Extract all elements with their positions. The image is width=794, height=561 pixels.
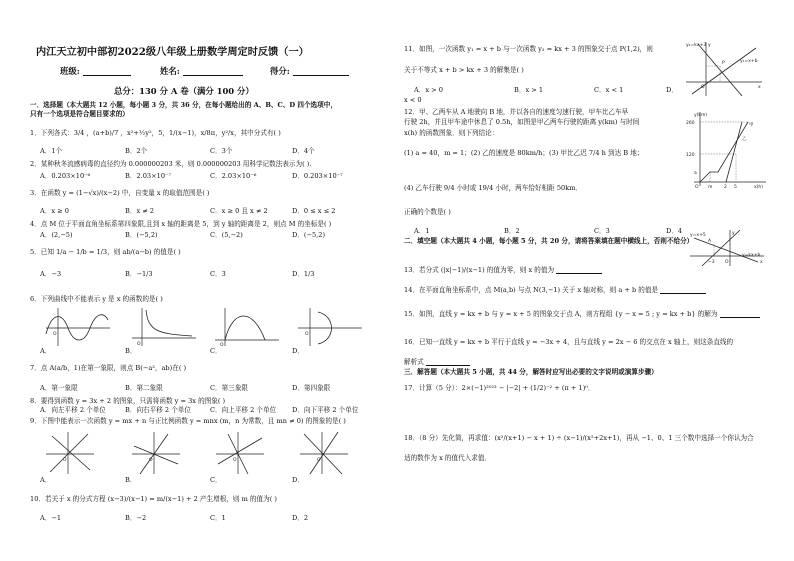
q9-graph-c [214,430,266,476]
q17: 17．计算（5 分）：2×(−1)²⁰²³ − |−2| + (1/2)⁻² + (π + 1)⁰． [404,384,595,392]
exam-title: 内江天立初中部初2022级八年级上册数学周定时反馈（一） [36,46,309,58]
q11-label-o: O [701,85,705,90]
q15-label-neg3: −3 [708,260,715,265]
svg-text:O: O [305,332,309,337]
q11-label-p: P [722,61,725,66]
q4-option-b: B．(−5,2) [125,231,158,239]
q9-option-b: B． [125,476,137,484]
q9-graph-d [298,430,350,476]
q15-label-a: A [708,239,712,244]
q11-label-y1: y₁=x+b [740,59,758,64]
q16: 16．已知一直线 y = kx + b 平行于直线 y = −3x + 4，且与直线 y = 2x − 6 的交点在 x 轴上，则这条直线的 [404,338,734,346]
q7-stem: 7．点 A(a/b，1)在第一象限，则点 B(−a²，ab)在( ) [30,364,187,372]
svg-text:O: O [137,342,141,347]
q8-option-a: A．向左平移 2 个单位 [40,406,106,414]
q7-option-b: B．第二象限 [125,384,163,392]
q12-label-2: 2 [724,185,727,190]
q1-option-b: B．2个 [125,147,148,155]
q12-figure [686,110,768,190]
q10-option-b: B．−2 [125,514,147,522]
left-column [30,0,392,561]
q9-option-c: C． [210,476,222,484]
q9-stem: 9．下图中能表示一次函数 y = mx + n 与正比例函数 y = mnx (m，n 为常数，且 mn ≠ 0) 的图象的是( ) [30,417,346,425]
q14: 14．在平面直角坐标系中，点 M(a,b) 与点 N(3,−1) 关于 x 轴对称，则 a + b 的值是 [404,286,706,294]
q3-option-d: D．0 ≤ x ≤ 2 [292,207,336,215]
q11-option-a: A．x > 0 [414,86,443,94]
q9-option-d: D． [292,476,304,484]
q11-figure [684,40,764,98]
svg-text:O: O [317,458,321,463]
q12-label-o: O [695,185,699,190]
field-class: 班级: [60,66,131,76]
q12-label-yaxis: y(km) [694,113,708,118]
q9-graph-b [130,430,182,476]
q15-label-line2: y=kx+b [742,253,761,258]
q11-option-d: D． [666,86,678,94]
q11-label-x: x [758,85,761,90]
q15: 15．如图，直线 y = kx + b 与 y = x + 5 的图象交于点 A，则方程组 {y − x = 5 ; y = kx + b} 的解为 [404,310,760,318]
q1-option-d: D．4个 [292,147,315,155]
q16-b: 解析式 [404,358,470,366]
q4-option-a: A．(2,−5) [40,231,73,239]
q7-option-a: A．第一象限 [40,384,78,392]
q11-line-1: 11．如图，一次函数 y₁ = x + b 与一次函数 y₂ = kx + 3 的图象交于点 P(1,2)，则 [404,45,653,53]
q7-option-d: D．第四象限 [292,384,331,392]
q2-option-b: B．2.03×10⁻⁷ [125,172,172,180]
q6-graph-c [213,306,281,348]
q5-option-b: B．−1/3 [125,270,153,278]
q12-line-1: 12．甲、乙两车从 A 地驶向 B 地，并以各自的速度匀速行驶，甲车比乙车早 [404,108,629,116]
q12-line-4: (1) a = 40，m = 1；(2) 乙的速度是 80km/h；(3) 甲比乙迟 7/4 h 到达 B 地； [404,149,644,157]
section3-heading: 三．解答题（本大题共 5 小题，共 44 分，解答时应写出必要的文字说明或演算步骤） [404,368,658,376]
q6-graph-b [130,306,198,348]
q12-option-d: D．4 [666,227,683,235]
q1-stem: 1．下列各式：3/4 ，(a+b)/7 ，x²+½y²，5，1/(x−1)，x/8π，y²/x，其中分式有( ) [30,129,281,137]
q11-option-d-value: x < 0 [404,96,422,104]
q6-option-a: A． [40,347,52,355]
q1-option-a: A．1个 [40,147,63,155]
q3-option-b: B．x ≠ 2 [125,207,155,215]
section1-heading: 一．选择题（本大题共 12 小题，每小题 3 分，共 36 分，在每小题给出的 A、B、C、D 四个选项中， [30,101,337,109]
q12-option-a: A．1 [414,227,430,235]
q15-label-line1: y=x+5 [690,233,706,238]
q4-option-c: C．(5,−2) [210,231,243,239]
q3-option-c: C．x ≥ 0 且 x ≠ 2 [210,207,268,215]
q9-graph-a [44,430,96,476]
q12-line-6: 正确的个数是( ) [404,208,451,216]
q12-label-x: x(h) [754,185,764,190]
q6-option-d: D． [292,347,304,355]
q2-option-c: C．2.03×10⁻⁶ [210,172,257,180]
q12-option-c: C．3 [594,227,610,235]
q8-option-d: D．向下平移 2 个单位 [292,406,359,414]
q9-option-a: A． [40,476,52,484]
q13: 13．若分式 (|x|−1)/(x−1) 的值为零，则 x 的值为 [404,266,602,274]
q5-option-c: C．3 [210,270,226,278]
q11-option-b: B．x > 1 [514,86,544,94]
q2-option-a: A．0.203×10⁻⁶ [40,172,91,180]
section2-heading: 二．填空题（本大题共 4 小题，每小题 5 分，共 20 分，请将答案填在题中横线上，否则不给分） [404,237,694,245]
q12-label-a: a [694,171,697,176]
q6-option-c: C． [210,347,222,355]
section1-heading-2: 只有一个选项是符合题目要求的） [30,110,129,118]
q8-stem: 8．要得到函数 y = 3x + 2 的图象，只需将函数 y = 3x 的图象( ) [30,397,226,405]
q12-line-2: 行驶 2h，并且甲车途中休息了 0.5h，如图是甲乙两车行驶的距离 y(km) 与时间 [404,118,640,126]
q12-label-120: 120 [686,153,695,158]
q2-option-d: D．0.203×10⁻⁷ [292,172,343,180]
score-line: 总分：130 分 A 卷（满分 100 分） [114,86,254,96]
q18-b: 适的数作为 x 的值代入求值． [404,454,492,462]
q11-line-2: 关于不等式 x + b > kx + 3 的解集是( ) [404,66,524,74]
q11-label-yaxis: y [708,43,711,48]
q4-stem: 4．点 M 位于平面直角坐标系第四象限,且到 x 轴的距离是 5，到 y 轴的距离是 2，则点 M 的坐标是( ) [30,220,332,228]
svg-text:O: O [53,332,57,337]
q2-stem: 2．某种秋冬流感病毒的直径约为 0.000000203 米，则 0.000000203 用科学记数法表示为( ). [30,160,312,168]
q15-label-o: O [725,260,729,265]
q18: 18．（8 分）先化简，再求值：(x²/(x+1) − x + 1) ÷ (x−1)/(x²+2x+1)，再从 −1、0、1 三个数中选择一个你认为合 [404,434,754,442]
q10-option-d: D．2 [292,514,309,522]
q5-stem: 5．已知 1/a − 1/b = 1/3，则 ab/(a−b) 的值是( ) [30,248,181,256]
q15-label-x: x [760,260,763,265]
q5-option-a: A．−3 [40,270,62,278]
q15-figure [688,228,766,268]
q12-label-260: 260 [686,121,695,126]
q4-option-d: D．(−5,2) [292,231,326,239]
q10-option-c: C．1 [210,514,226,522]
q3-option-a: A．x ≥ 0 [40,207,69,215]
svg-text:O: O [63,458,67,463]
field-score: 得分: [270,66,349,76]
q12-option-b: B．2 [504,227,520,235]
q11-label-y2: y₂=kx+3 [686,43,707,48]
q12-line-3: x(h) 的函数图象．则下列结论： [404,129,499,137]
q6-graph-a [44,306,112,348]
q6-graph-d [296,306,364,348]
q6-stem: 6．下列曲线中不能表示 y 是 x 的函数的是( ) [30,295,163,303]
q12-label-yi: 乙 [742,137,747,142]
q11-option-c: C．x < 1 [594,86,624,94]
q7-option-c: C．第三象限 [210,384,249,392]
svg-text:O: O [149,458,153,463]
right-column [404,0,776,561]
q1-option-c: C．3个 [210,147,233,155]
q8-option-b: B．向右平移 2 个单位 [125,406,191,414]
q10-option-a: A．−1 [40,514,62,522]
q6-option-b: B． [125,347,137,355]
svg-text:O: O [220,343,224,348]
q8-option-c: C．向上平移 2 个单位 [210,406,277,414]
q5-option-d: D．1/3 [292,270,315,278]
q15-label-y: y [732,231,735,236]
q12-label-m: m [708,185,713,190]
q12-line-5: (4) 乙车行驶 9/4 小时或 19/4 小时，两车恰好相距 50km． [404,184,583,192]
field-name: 姓名: [160,66,243,76]
svg-text:O: O [233,458,237,463]
q12-label-jia: 甲 [749,123,754,128]
q12-label-5: 5 [734,185,737,190]
q3-stem: 3．在函数 y = (1−√x)/(x−2) 中，自变量 x 的取值范围是( ) [30,189,210,197]
q10-stem: 10．若关于 x 的分式方程 (x−3)/(x−1) = m/(x−1) + 2 产生增根，则 m 的值为( ) [30,495,277,503]
